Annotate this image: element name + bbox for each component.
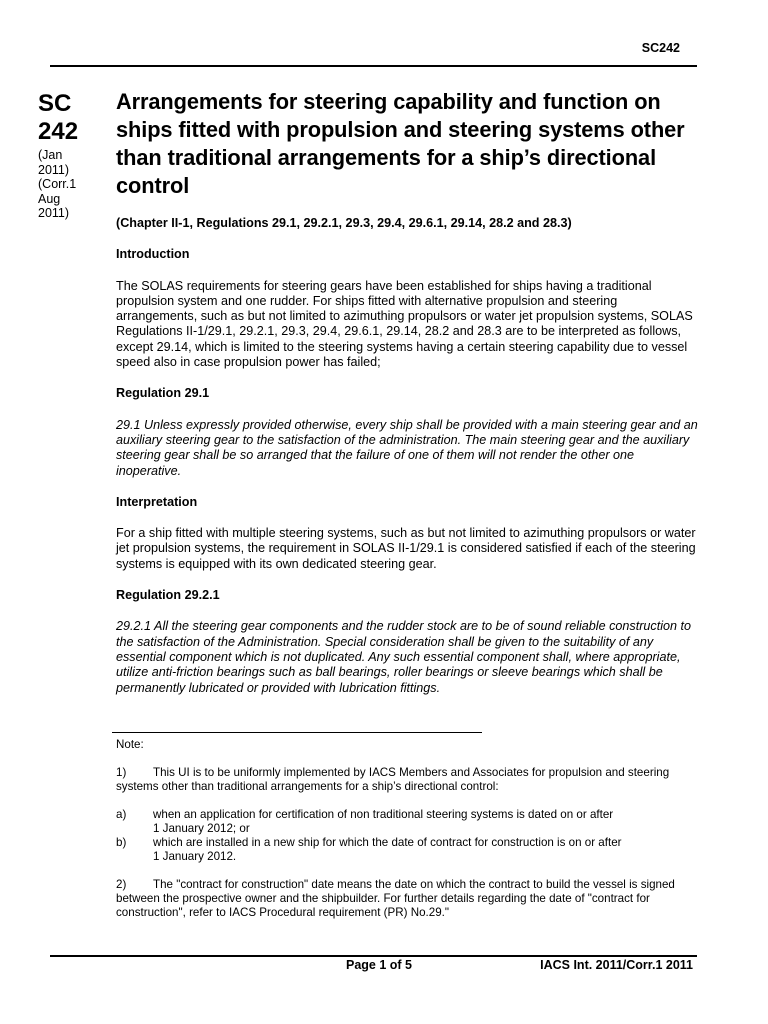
main-content	[116, 88, 701, 696]
note-b-text-line2: 1 January 2012.	[153, 850, 237, 863]
regulation-29-1-heading: Regulation 29.1	[116, 386, 210, 401]
note-b-label: b)	[116, 836, 127, 849]
footer-rule	[50, 955, 697, 957]
header-code: SC242	[641, 41, 680, 55]
document-reference: IACS Int. 2011/Corr.1 2011	[540, 958, 693, 972]
note-a-text-line1: when an application for certification of non traditional steering systems is dated on or after	[153, 808, 614, 821]
sc-meta-line: (Jan	[38, 148, 63, 162]
note-a-text-line2: 1 January 2012; or	[153, 822, 250, 835]
note-a-label: a)	[116, 808, 127, 821]
note-2-label: 2)	[116, 878, 127, 891]
header-rule	[50, 65, 697, 67]
note-item-a	[116, 808, 701, 836]
sc-meta-line: 2011)	[38, 162, 70, 177]
note-b-text-line1: which are installed in a new ship for which the date of contract for construction is on or after	[153, 836, 622, 849]
introduction-heading: Introduction	[116, 247, 190, 262]
footnotes	[116, 738, 701, 920]
interpretation-heading: Interpretation	[116, 494, 198, 509]
regulation-29-2-1-text: 29.2.1 All the steering gear components and the rudder stock are to be of sound reliable construction to the satisfaction of the Administration. Special consideration shall be given to the suitability of any essential component which is not duplicated. Any such essential component shall, where appropriate, utilize anti-friction bearings such as ball bearings, roller bearings or sleeve bearings which shall be permanently lubricated or provided with lubrication fittings.	[116, 619, 692, 695]
note-1-text: This UI is to be uniformly implemented by IACS Members and Associates for propulsion and steering systems other than traditional arrangements for a ship’s directional control:	[116, 766, 670, 793]
note-1-label: 1)	[116, 766, 127, 779]
footnote-divider	[112, 732, 482, 733]
chapter-reference: (Chapter II-1, Regulations 29.1, 29.2.1, 29.3, 29.4, 29.6.1, 29.14, 28.2 and 28.3)	[116, 216, 572, 230]
regulation-29-1-text: 29.1 Unless expressly provided otherwise, every ship shall be provided with a main steering gear and an auxiliary steering gear to the satisfaction of the administration. The main steering gear and the auxiliary steering gear shall be so arranged that the failure of one of them will not render the other one inoperative.	[116, 417, 698, 478]
note-2	[116, 878, 701, 920]
sc-code-line2: 242	[38, 118, 79, 145]
note-2-text: The "contract for construction" date means the date on which the contract to build the vessel is signed between the prospective owner and the shipbuilder. For further details regarding the date of "contract for construction", refer to IACS Procedural requirement (PR) No.29."	[116, 878, 675, 919]
document-title: Arrangements for steering capability and function on ships fitted with propulsion and steering systems other than traditional arrangements for a ship’s directional control	[116, 89, 685, 198]
introduction-text: The SOLAS requirements for steering gears have been established for ships having a traditional propulsion system and one rudder. For ships fitted with alternative propulsion and steering arrangements, such as but not limited to azimuthing propulsors or water jet propulsion systems, SOLAS Regulations II-1/29.1, 29.2.1, 29.3, 29.4, 29.6.1, 29.14, 28.2 and 28.3 are to be interpreted as follows, except 29.14, which is limited to the steering systems having a certain steering capability due to vessel speed also in case propulsion power has failed;	[116, 278, 693, 370]
sc-date-meta	[38, 148, 110, 221]
sc-meta-line: 2011)	[38, 206, 70, 220]
sc-sidebar	[38, 90, 110, 221]
page-number: Page 1 of 5	[346, 958, 412, 972]
sc-code-line1: SC	[38, 90, 72, 117]
sc-meta-line: Aug	[38, 191, 61, 206]
note-item-b	[116, 836, 701, 864]
sc-meta-line: (Corr.1	[38, 177, 77, 191]
regulation-29-2-1-heading: Regulation 29.2.1	[116, 588, 220, 603]
note-label: Note:	[116, 738, 144, 751]
note-1	[116, 766, 701, 794]
interpretation-text: For a ship fitted with multiple steering systems, such as but not limited to azimuthing propulsors or water jet propulsion systems, the requirement in SOLAS II-1/29.1 is considered satisfied if each of the steering systems is equipped with its own dedicated steering gear.	[116, 526, 696, 571]
